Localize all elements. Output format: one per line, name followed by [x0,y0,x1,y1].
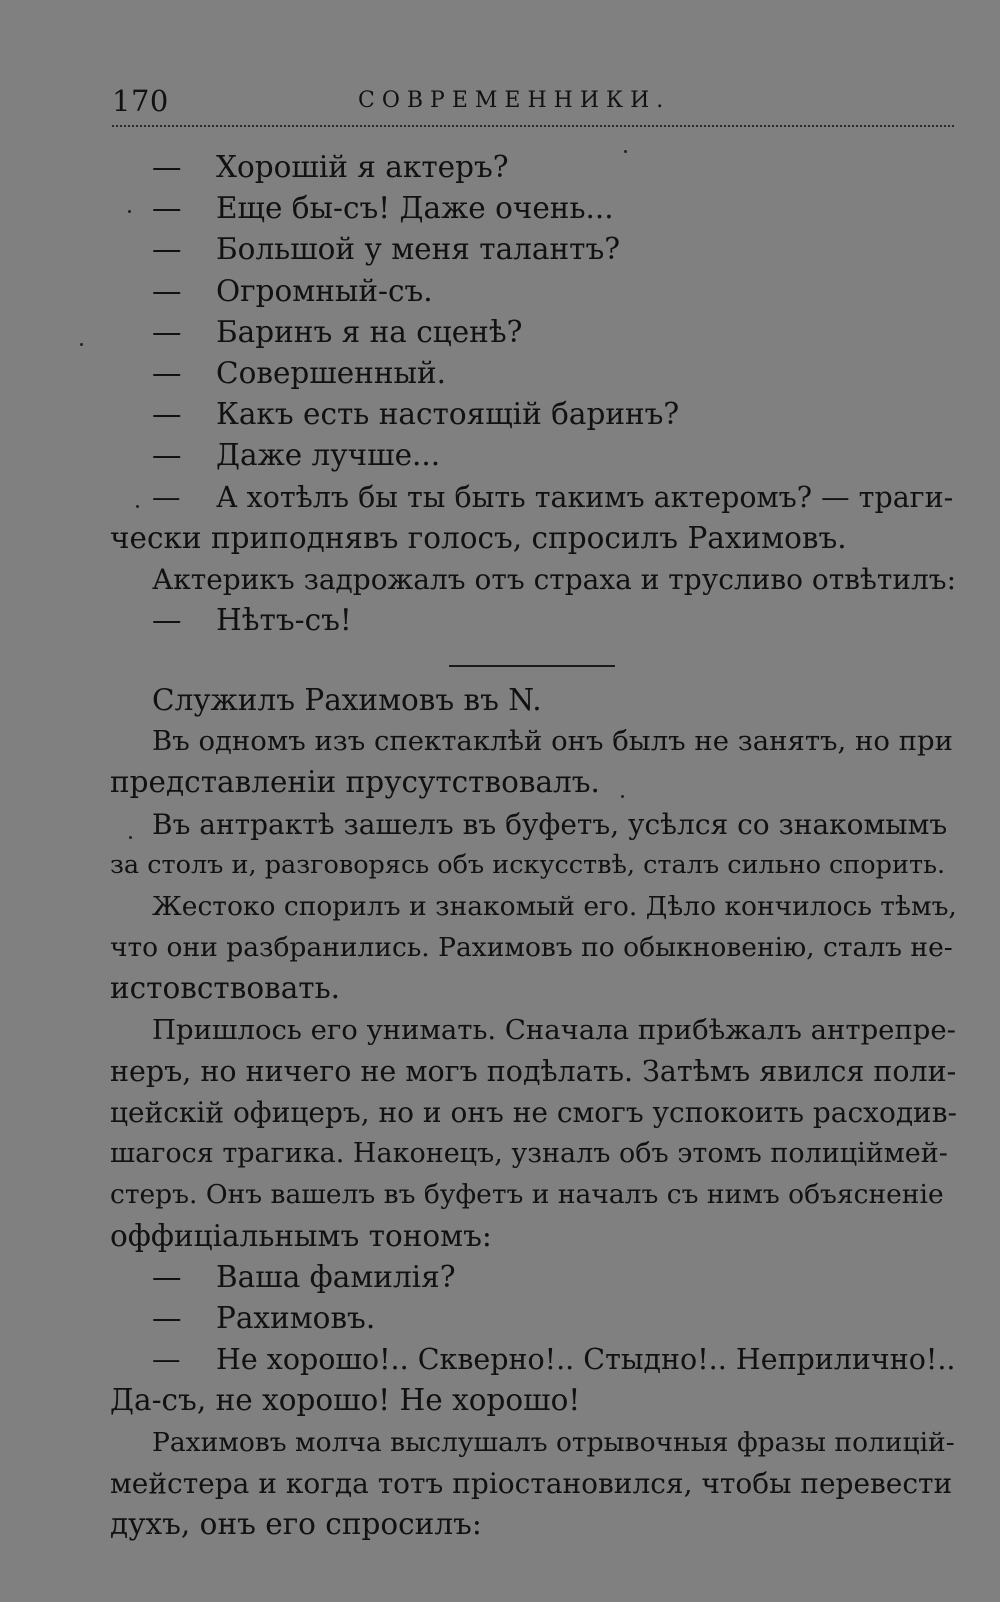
dialogue-line [152,271,956,312]
dialogue-line [152,435,956,476]
text-line [110,1174,956,1215]
line-text: оффиціальнымъ тономъ: [110,1219,492,1253]
dialogue-line [152,477,956,518]
line-text: духъ, онъ его спросилъ: [110,1507,482,1541]
dialogue-dash: — [152,1301,182,1335]
dialogue-dash: — [152,603,182,637]
line-text: А хотѣлъ бы ты быть такимъ актеромъ? — траги- [216,481,954,514]
line-text: Баринъ я на сценѣ? [216,315,523,349]
line-text: Служилъ Рахимовъ въ N. [152,683,542,717]
dialogue-line [152,353,956,394]
text-line [110,1216,956,1257]
dialogue-dash: — [152,150,182,184]
line-text: Въ антрактѣ зашелъ въ буфетъ, усѣлся со знакомымъ [152,808,948,841]
line-text: Ваша фамилія? [216,1260,456,1294]
section-separator [449,665,615,667]
text-line [110,518,956,559]
line-text: истовствовать. [110,971,341,1005]
line-text: шагося трагика. Наконецъ, узналъ объ этомъ полиціймей- [110,1138,948,1169]
print-speck [80,343,83,346]
text-line [152,680,956,721]
dialogue-dash: — [152,315,182,349]
text-line [152,886,956,927]
line-text: Рахимовъ молча выслушалъ отрывочныя фразы полицій- [152,1427,955,1458]
dialogue-dash: — [152,191,182,225]
dialogue-dash: — [152,397,182,431]
dialogue-line [152,394,956,435]
text-line [110,762,956,803]
line-text: Огромный-съ. [216,274,433,308]
text-line [152,1422,956,1463]
text-line [110,1504,956,1545]
dialogue-line [152,229,956,270]
line-text: представленіи прусутствовалъ. [110,765,600,799]
text-line [110,1133,956,1174]
line-text: что они разбранились. Рахимовъ по обыкновенію, сталъ не- [110,932,953,963]
text-line [110,1051,956,1092]
text-line [152,559,956,600]
line-text: Еще бы-съ! Даже очень... [216,191,614,225]
dialogue-line [152,147,956,188]
line-text: Рахимовъ. [216,1301,376,1335]
text-line [152,1010,956,1051]
line-text: мейстера и когда тотъ пріостановился, чтобы перевести [110,1467,953,1500]
text-line [110,845,956,886]
dialogue-dash: — [152,1343,181,1376]
dialogue-line [152,1339,956,1380]
dialogue-dash: — [152,481,181,514]
text-line [110,968,956,1009]
line-text: Большой у меня талантъ? [216,232,621,266]
line-text: за столъ и, разговорясь объ искусствѣ, сталъ сильно спорить. [110,850,946,880]
header-dotted-rule [112,125,954,127]
line-text: Въ одномъ изъ спектаклѣй онъ былъ не занятъ, но при [152,725,953,757]
line-text: Да-съ, не хорошо! Не хорошо! [110,1383,581,1417]
line-text: Какъ есть настоящій баринъ? [216,397,680,431]
dialogue-dash: — [152,438,182,472]
line-text: Пришлось его унимать. Сначала прибѣжалъ антрепре- [152,1014,956,1046]
page-number: 170 [112,84,169,118]
line-text: цейскій офицеръ, но и онъ не смогъ успокоить расходив- [110,1096,957,1129]
line-text: Актерикъ задрожалъ отъ страха и трусливо отвѣтилъ: [152,563,957,596]
text-line [152,721,956,762]
line-text: Совершенный. [216,356,447,390]
print-speck [128,210,131,213]
dialogue-line [152,188,956,229]
dialogue-line [152,600,956,641]
line-text: Хорошій я актеръ? [216,150,509,184]
print-speck [624,150,627,153]
print-speck [621,795,624,798]
dialogue-dash: — [152,356,182,390]
page-header [112,80,954,124]
text-line [110,927,956,968]
text-line [152,804,956,845]
line-text: Даже лучше... [216,438,441,472]
dialogue-line [152,1257,956,1298]
dialogue-dash: — [152,274,182,308]
text-line [110,1380,956,1421]
text-line [110,1463,956,1504]
dialogue-dash: — [152,1260,182,1294]
line-text: Жестоко спорилъ и знакомый его. Дѣло кончилось тѣмъ, [152,891,957,922]
dialogue-line [152,1298,956,1339]
running-title: СОВРЕМЕННИКИ. [358,88,671,113]
line-text: Нѣтъ-съ! [216,603,352,637]
print-speck [136,505,139,508]
line-text: Не хорошо!.. Скверно!.. Стыдно!.. Неприлично!.. [216,1343,956,1376]
line-text: неръ, но ничего не могъ подѣлать. Затѣмъ явился поли- [110,1055,957,1088]
line-text: чески приподнявъ голосъ, спросилъ Рахимовъ. [110,521,847,555]
dialogue-dash: — [152,232,182,266]
dialogue-line [152,312,956,353]
print-speck [129,836,132,839]
text-line [110,1092,956,1133]
line-text: стеръ. Онъ вашелъ въ буфетъ и началъ съ нимъ объясненіе [110,1179,944,1210]
